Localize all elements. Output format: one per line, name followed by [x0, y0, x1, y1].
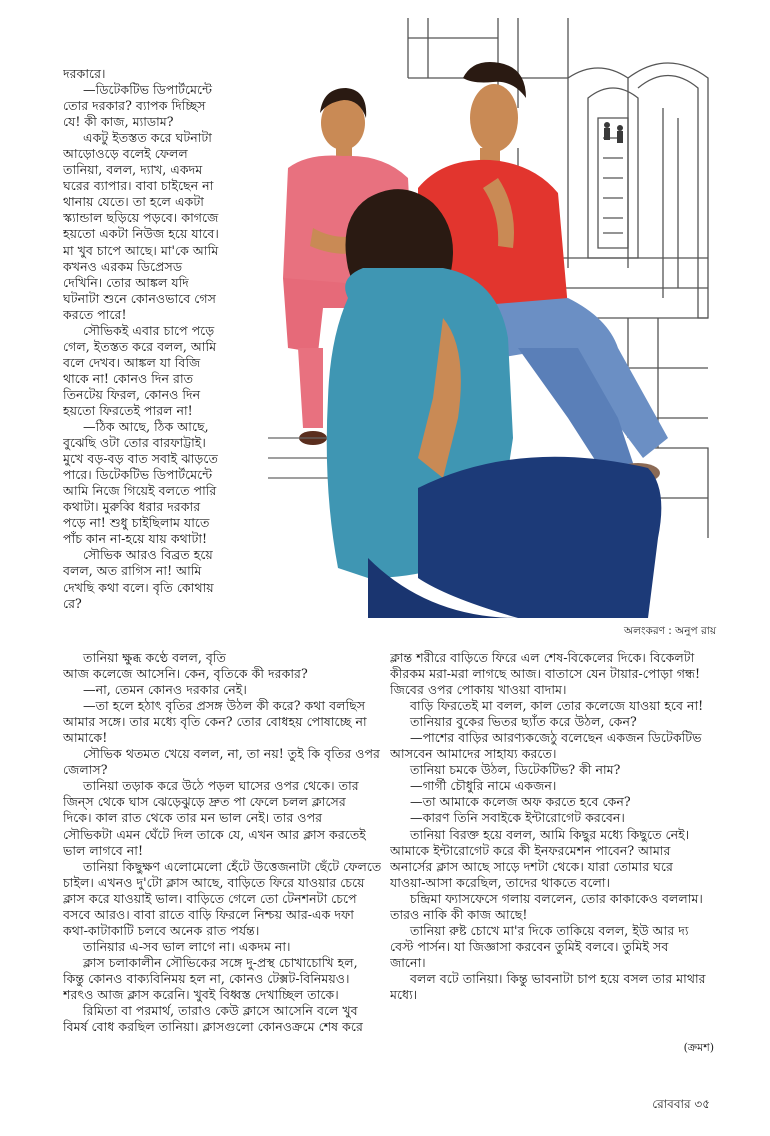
text-line: —তা হলে হঠাৎ বৃতির প্রসঙ্গ উঠল কী করে? কথা বলছিস	[83, 698, 366, 714]
illustration-credit: অলংকরণ : অনুপ রায়	[624, 625, 716, 637]
text-line: চাইল। এখনও দু'টো ক্লাস আছে, বাড়িতে ফিরে যাওয়ার চেয়ে	[63, 874, 365, 890]
text-line: মুখে বড়-বড় বাত সবাই ঝাড়তে	[63, 451, 218, 467]
text-line: তানিয়া বিরক্ত হয়ে বলল, আমি কিছুর মধ্যে কিছুতে নেই।	[410, 826, 690, 842]
text-line: কথা-কাটাকাটি চলবে অনেক রাত পর্যন্ত।	[63, 922, 260, 938]
text-line: যাওয়া-আসা করেছিল, তাদের থাকতে বলো।	[390, 874, 611, 890]
text-line: অনার্সের ক্লাস আছে সাড়ে দশটা থেকে। যারা তোমার ঘরে	[390, 858, 673, 874]
text-line: হয়তো একটা নিউজ হয়ে যাবে।	[63, 226, 219, 242]
text-line: মা খুব চাপে আছে। মা'কে আমি	[63, 242, 219, 258]
text-line: পাঁচ কান না-হয়ে যায় কথাটা!	[63, 531, 208, 547]
text-line: তানিয়া ক্ষুব্ধ কণ্ঠে বলল, বৃতি	[83, 650, 226, 665]
text-line: বুঝেছি ওটা তোর বারফাট্টাই।	[63, 435, 206, 451]
text-line: মধ্যে।	[390, 986, 418, 1002]
text-line: হয়তো ফিরতেই পারল না!	[63, 402, 193, 418]
text-line: —গার্গী চৌধুরি নামে একজন।	[410, 778, 557, 794]
text-line: সৌভিকটা এমন ঘেঁটে দিল তাকে যে, এখন আর ক্লাস করতেই	[63, 826, 366, 842]
text-line: —তা আমাকে কলেজ অফ করতে হবে কেন?	[410, 794, 631, 810]
text-line: তারও নাকি কী কাজ আছে!	[390, 906, 528, 922]
text-line: ঘটনাটা শুনে কোনওভাবে গেস	[63, 290, 216, 306]
text-line: তানিয়া তড়াক করে উঠে পড়ল ঘাসের ওপর থেকে। তার	[83, 778, 359, 794]
text-line: বিমর্ষ বোধ করছিল তানিয়া। ক্লাসগুলো কোনওক্রমে শেষ করে	[63, 1019, 363, 1035]
text-line: কখনও এরকম ডিপ্রেসড	[63, 258, 183, 274]
text-line: আমার সঙ্গে। তার মধ্যে বৃতি কেন? তোর বোধহয় পোষাচ্ছে না	[63, 714, 367, 730]
text-line: দেখিনি। তোর আঙ্কল যদি	[63, 274, 189, 290]
text-line: রিমিতা বা পরমার্থ, তারাও কেউ ক্লাসে আসেনি বলে খুব	[83, 1003, 358, 1019]
text-line: তানিয়া রুষ্ট চোখে মা'র দিকে তাকিয়ে বলল, ইউ আর দ্য	[410, 922, 689, 938]
background-figures	[604, 122, 623, 143]
text-line: পড়ে না! শুধু চাইছিলাম যাতে	[63, 515, 210, 531]
text-line: দেখছি কথা বলে। বৃতি কোথায়	[63, 579, 214, 595]
text-line: ভাল লাগবে না!	[63, 842, 144, 858]
text-line: আসবেন আমাদের সাহায্য করতে।	[390, 746, 557, 762]
text-line: রে?	[63, 595, 82, 611]
text-line: আমাকে ইন্টারোগেট করে কী ইনফরমেশন পাবেন? আমার	[390, 842, 671, 858]
text-line: ক্লাস চলাকালীন সৌভিকের সঙ্গে দু-প্রস্থ চোখাচোখি হল,	[83, 954, 358, 970]
text-line: বলল বটে তানিয়া। কিন্তু ভাবনাটা চাপ হয়ে বসল তার মাথার	[410, 970, 706, 986]
text-line: কীরকম মরা-মরা লাগছে আজ। বাতাসে যেন টায়ার-পোড়া গন্ধ!	[390, 666, 701, 682]
text-line: —ডিটেকটিভ ডিপার্টমেন্টে	[83, 82, 213, 98]
text-line: জিবের ওপর পোকায় খাওয়া বাদাম।	[390, 682, 567, 698]
text-line: সৌভিক আরও বিব্রত হয়ে	[83, 547, 213, 563]
text-line: কিন্তু কোনও বাক্যবিনিময় হল না, কোনও টেক্সট-বিনিময়ও।	[63, 970, 350, 986]
text-line: থানায় যেতে। তা হলে একটা	[63, 194, 204, 210]
text-line: আমি নিজে গিয়েই বলতে পারি	[63, 483, 217, 499]
text-line: করতে পারে!	[63, 306, 127, 322]
illustration-art	[268, 18, 718, 618]
text-line: দিকে। কাল রাত থেকে তার মন ভাল নেই। তার ওপর	[63, 810, 323, 826]
page-footer: রোববার ৩৫	[652, 1097, 710, 1111]
continued-note: (ক্রমশ)	[683, 1041, 714, 1054]
text-line: তানিয়া চমকে উঠল, ডিটেকটিভ? কী নাম?	[410, 762, 621, 778]
text-line: —ঠিক আছে, ঠিক আছে,	[83, 419, 209, 435]
text-line: বলে দেখব। আঙ্কল যা বিজি	[63, 354, 201, 370]
text-line: জেলাস?	[63, 762, 108, 778]
text-line: তানিয়া, বলল, দ্যাখ, একদম	[63, 162, 203, 178]
text-line: জিন্‌স থেকে ঘাস ঝেড়েঝুড়ে দ্রুত পা ফেলে চলল ক্লাসের	[63, 794, 346, 810]
text-line: পারে। ডিটেকটিভ ডিপার্টমেন্টে	[63, 467, 213, 483]
text-line: তোর দরকার? ব্যাপক দিচ্ছিস	[63, 98, 206, 114]
text-line: আড়োওড়ে বলেই ফেলল	[63, 146, 188, 162]
text-line: বসবে আরও। বাবা রাতে বাড়ি ফিরলে নিশ্চয় আর-এক দফা	[63, 906, 354, 922]
text-line: ক্লান্ত শরীরে বাড়িতে ফিরে এল শেষ-বিকেলের দিকে। বিকেলটা	[390, 650, 695, 665]
text-line: গেল, ইতস্তত করে বলল, আমি	[63, 338, 217, 354]
text-line: ঘরের ব্যাপার। বাবা চাইছেন না	[63, 178, 214, 194]
text-line: তানিয়া কিছুক্ষণ এলোমেলো হেঁটে উত্তেজনাটা ছেঁটে ফেলতে	[83, 858, 381, 874]
text-line: থাকে না! কোনও দিন রাত	[63, 370, 194, 386]
text-line: বলল, অত রাগিস না! আমি	[63, 563, 202, 579]
story-column-left	[63, 650, 381, 1035]
text-line: আমাকে!	[63, 730, 108, 746]
text-line: তানিয়ার বুকের ভিতর ছ্যাঁত করে উঠল, কেন?	[410, 714, 637, 730]
text-line: জানো।	[390, 954, 426, 970]
text-line: কথাটা। মুরুব্বি ধরার দরকার	[63, 499, 201, 515]
text-line: তিনটেয় ফিরল, কোনও দিন	[63, 386, 201, 402]
text-line: তানিয়ার এ-সব ভাল লাগে না। একদম না।	[83, 938, 291, 954]
text-line: সৌভিকই এবার চাপে পড়ে	[83, 322, 215, 338]
text-line: বাড়ি ফিরতেই মা বলল, কাল তোর কলেজে যাওয়া হবে না!	[410, 698, 704, 714]
text-line: ক্লাস করে যাওয়াই ভাল। বাড়িতে গেলে তো টেনশনটা চেপে	[63, 890, 357, 906]
text-line: —কারণ তিনি সবাইকে ইন্টারোগেট করবেন।	[410, 810, 625, 826]
text-line: —না, তেমন কোনও দরকার নেই।	[83, 682, 247, 698]
text-line: শরৎও আজ ক্লাস করেনি। খুবই বিধ্বস্ত দেখাচ্ছিল তাকে।	[63, 986, 339, 1002]
text-line: দরকারে।	[63, 66, 106, 81]
text-line: —পাশের বাড়ির আরণ্যকজেঠু বলেছেন একজন ডিটেকটিভ	[410, 730, 702, 746]
story-illustration	[268, 18, 718, 618]
text-line: যে! কী কাজ, ম্যাডাম?	[63, 114, 174, 130]
text-line: চন্দ্রিমা ফ্যাসফেসে গলায় বললেন, তোর কাকাকেও বললাম।	[410, 890, 703, 906]
text-line: একটু ইতস্তত করে ঘটনাটা	[83, 130, 212, 146]
story-column-right	[390, 650, 712, 1003]
text-line: আজ কলেজে আসেনি। কেন, বৃতিকে কী দরকার?	[63, 666, 308, 682]
text-line: বেস্ট পার্সন। যা জিজ্ঞাসা করবেন তুমিই বলবে। তুমিই সব	[390, 938, 669, 954]
story-column-narrow	[63, 66, 288, 612]
text-line: সৌভিক থতমত খেয়ে বলল, না, তা নয়! তুই কি বৃতির ওপর	[83, 746, 380, 762]
text-line: স্ক্যান্ডাল ছড়িয়ে পড়বে। কাগজে	[63, 210, 219, 226]
